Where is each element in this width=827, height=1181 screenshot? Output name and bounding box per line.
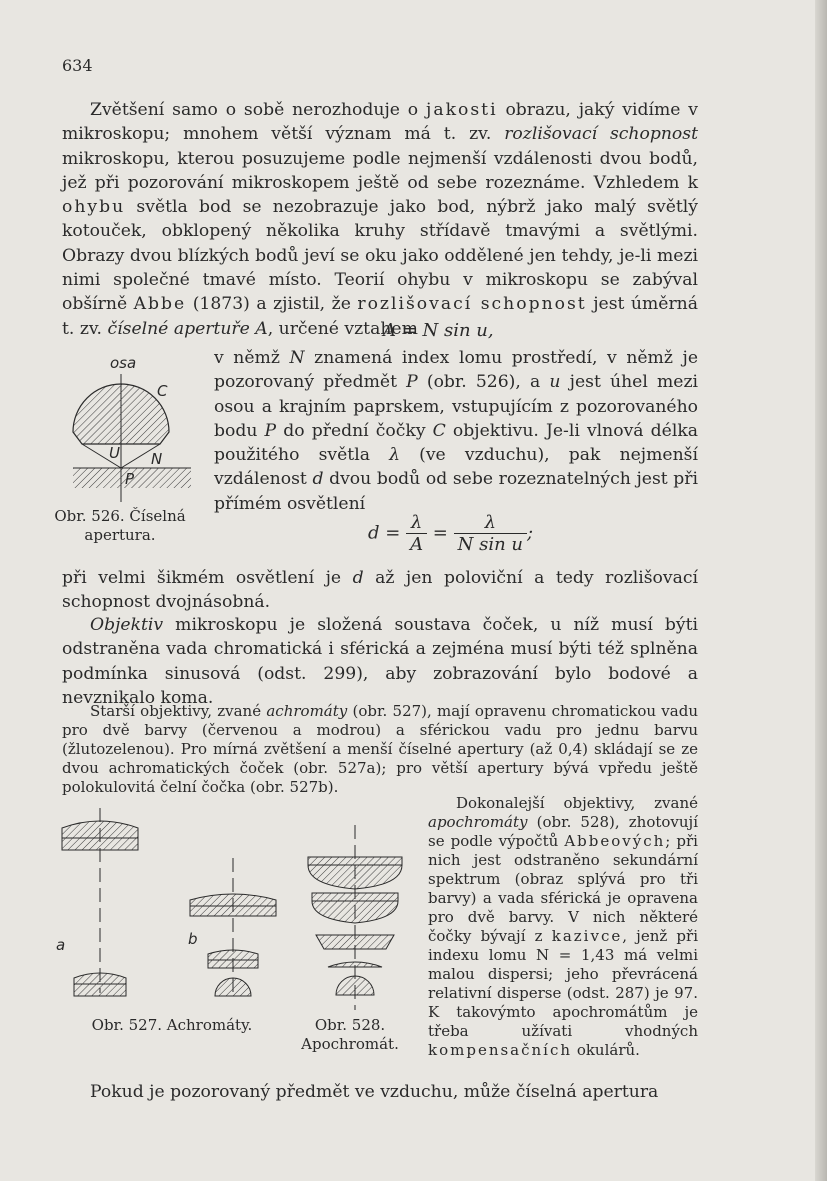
lens-b-top <box>190 894 276 906</box>
paragraph-oblique: při velmi šikmém osvětlení je d až jen poloviční a tedy rozlišovací schopnost dvojnásobná. <box>62 568 698 613</box>
lens-b-mid-flint <box>208 960 258 968</box>
fig527-label-b: b <box>188 930 198 948</box>
lens-b-front <box>215 978 251 996</box>
lens-b-mid <box>208 950 258 960</box>
apo-lens-4 <box>328 962 382 967</box>
fig526-label-P: P <box>125 470 135 488</box>
formula-aperture: A = N sin u, <box>383 320 494 341</box>
fig526-label-U: U <box>109 444 120 462</box>
apo-lens-3 <box>316 935 394 949</box>
fig526-label-osa: osa <box>110 354 137 372</box>
front-lens-hemisphere <box>73 384 169 444</box>
lens-a-bottom-flint <box>74 984 126 996</box>
lens-a-top-flint <box>62 838 138 850</box>
paragraph-last-line: Pokud je pozorovaný předmět ve vzduchu, může číselná apertura <box>90 1082 659 1102</box>
page-number: 634 <box>62 56 93 75</box>
apo-front-lens <box>336 976 374 995</box>
apo-lens-2b <box>312 901 398 923</box>
caption-527: Obr. 527. Achromáty. <box>91 1016 253 1034</box>
paragraph-achromats: Starší objektivy, zvané achromáty (obr. 527), mají opravenu chromatickou vadu pro dvě barvy (červenou a modrou) a sférickou vadu pro jednu barvu (žlutozelenou). Pro mírná zvětšení a menší číselné apertury (až 0,4) skládají se ze dvou achromatických čoček (obr. 527a); pro větší apertury bývá vpředu ještě polokulovitá čelní čočka (obr. 527b). <box>62 702 698 796</box>
lens-a-top <box>62 821 138 838</box>
apo-lens-1a <box>308 857 402 865</box>
fig526-label-C: C <box>157 382 168 400</box>
lens-b-top-flint <box>190 906 276 916</box>
fig526-label-N: N <box>151 450 163 468</box>
paragraph-apochromats: Dokonalejší objektivy, zvané apochromáty (obr. 528), zhotovují se podle výpočtů Abbeových; při nich jest odstraněno sekundární spektrum (obraz splývá pro tři barvy) a vada sférická je opravena pro dvě barvy. V nich některé čočky bývají z kazivce, jenž při indexu lomu N = 1,43 má velmi malou dispersi; jeho převrácená relativní disperse (odst. 287) je 97. K takovýmto apochromátům je třeba užívati vhodných kompensačních okulárů. <box>428 794 698 1059</box>
page-edge <box>815 0 827 1181</box>
figure-528 <box>300 825 410 1010</box>
figure-527 <box>56 808 280 1008</box>
apo-lens-2a <box>312 893 398 901</box>
fig527-label-a: a <box>56 936 66 954</box>
lens-a-bottom <box>74 973 126 984</box>
apo-lens-1b <box>308 865 402 889</box>
paragraph-objective: Objektiv mikroskopu je složená soustava čoček, u níž musí býti odstraněna vada chromatická i sférická a zejména musí býti též splněna podmínka sinusová (odst. 299), aby zobrazování bylo bodové a nevznikalo koma. <box>62 615 698 708</box>
paragraph-definition: v němž N znamená index lomu prostředí, v němž je pozorovaný předmět P (obr. 526), a u jest úhel mezi osou a krajním paprskem, vstupujícím z pozorovaného bodu P do přední čočky C objektivu. Je-li vlnová délka použitého světla λ (ve vzduchu), pak nejmenší vzdálenost d dvou bodů od sebe rozeznatelných jest při přímém osvětlení <box>214 348 699 514</box>
caption-528: Obr. 528. Apochromát. <box>301 1016 399 1053</box>
formula-resolution: d = $\frac{\lambda}{A}$ = $\frac{\lambda}{\text{N sin u}}$ ; <box>368 512 534 555</box>
paragraph-resolution: Zvětšení samo o sobě nerozhoduje o jakosti obrazu, jaký vidíme v mikroskopu; mnohem větší význam má t. zv. rozlišovací schopnost mikroskopu, kterou posuzujeme podle nejmenší vzdálenosti dvou bodů, jež při pozorování mikroskopem ještě od sebe rozeznáme. Vzhledem k ohybu světla bod se nezobrazuje jako bod, nýbrž jako malý světlý kotouček, obklopený několika kruhy střídavě tmavými a světlými. Obrazy dvou blízkých bodů jeví se oku jako oddělené jen tehdy, je-li mezi nimi společné tmavé místo. Teorií ohybu v mikroskopu se zabýval obšírně Abbe (1873) a zjistil, že rozlišovací schopnost jest úměrná t. zv. číselné apertuře A, určené vztahem <box>62 100 698 339</box>
caption-526: Obr. 526. Číselná apertura. <box>54 507 186 544</box>
